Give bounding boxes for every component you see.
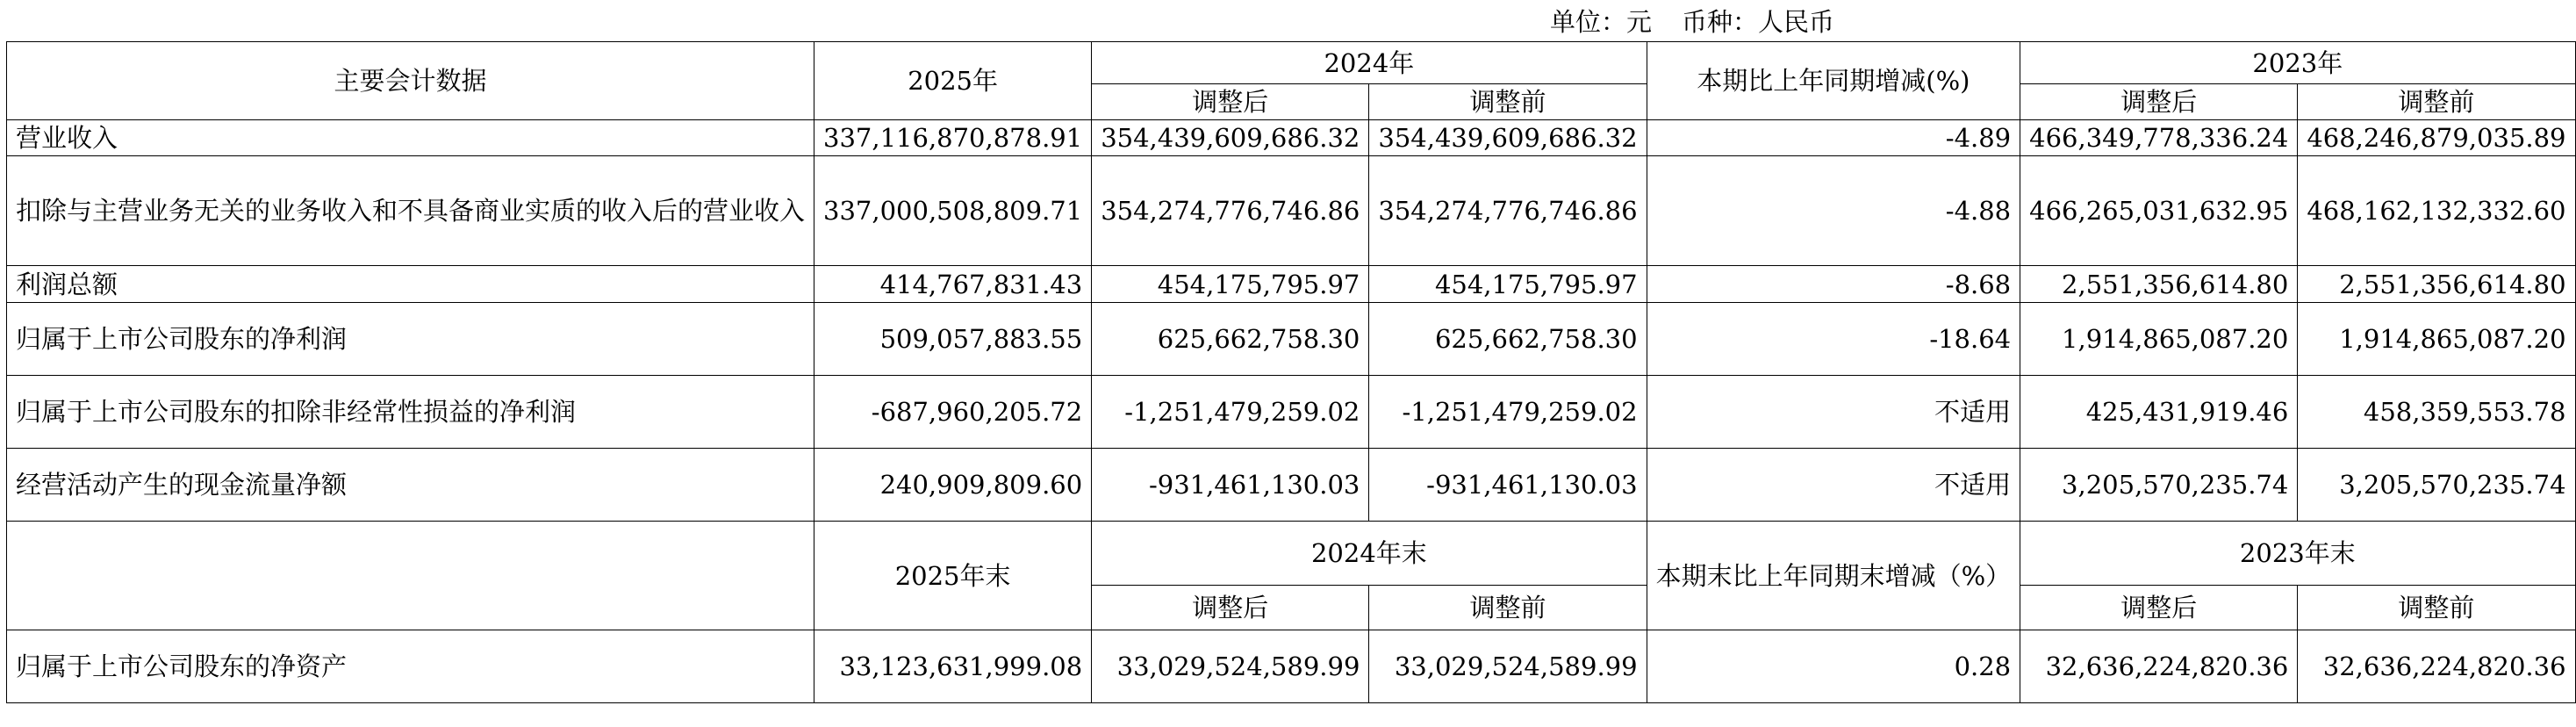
header-row-1 (7, 42, 2576, 84)
header-2023: 2023年 (2020, 42, 2575, 84)
header-2025: 2025年 (814, 42, 1092, 120)
row-label: 利润总额 (7, 266, 814, 303)
cell-2023-before: 468,162,132,332.60 (2298, 156, 2575, 266)
row-label: 扣除与主营业务无关的业务收入和不具备商业实质的收入后的营业收入 (7, 156, 814, 266)
cell-2024-before: 454,175,795.97 (1369, 266, 1647, 303)
cell-2025: 240,909,809.60 (814, 449, 1092, 522)
cell-2023-before: 32,636,224,820.36 (2298, 630, 2575, 703)
cell-2024-before: -1,251,479,259.02 (1369, 376, 1647, 449)
row-label: 归属于上市公司股东的净利润 (7, 303, 814, 376)
cell-2024-before: 625,662,758.30 (1369, 303, 1647, 376)
currency-label: 币种：人民币 (1681, 7, 1834, 37)
table-row (7, 303, 2576, 376)
table-row (7, 266, 2576, 303)
header2-row-1 (7, 522, 2576, 586)
cell-2024-before: 354,439,609,686.32 (1369, 120, 1647, 156)
cell-2023-adjusted: 1,914,865,087.20 (2020, 303, 2298, 376)
cell-2024-before: 33,029,524,589.99 (1369, 630, 1647, 703)
header2-2023-adjusted: 调整后 (2020, 586, 2298, 630)
cell-2025: 337,000,508,809.71 (814, 156, 1092, 266)
cell-2023-before: 2,551,356,614.80 (2298, 266, 2575, 303)
cell-change: 不适用 (1647, 376, 2020, 449)
table-row (7, 376, 2576, 449)
cell-change: 0.28 (1647, 630, 2020, 703)
row-label: 经营活动产生的现金流量净额 (7, 449, 814, 522)
header-2024: 2024年 (1092, 42, 1647, 84)
unit-currency-line (1550, 5, 1834, 39)
table-row (7, 156, 2576, 266)
cell-2024-adjusted: -931,461,130.03 (1092, 449, 1369, 522)
header2-2025-end: 2025年末 (814, 522, 1092, 630)
cell-2024-adjusted: 454,175,795.97 (1092, 266, 1369, 303)
row-label: 营业收入 (7, 120, 814, 156)
cell-2023-adjusted: 32,636,224,820.36 (2020, 630, 2298, 703)
header-metric: 主要会计数据 (7, 42, 814, 120)
cell-2025: 509,057,883.55 (814, 303, 1092, 376)
table-row (7, 449, 2576, 522)
cell-change: -4.88 (1647, 156, 2020, 266)
header2-2024-before: 调整前 (1369, 586, 1647, 630)
header-change: 本期比上年同期增减(%) (1647, 42, 2020, 120)
cell-2023-adjusted: 466,349,778,336.24 (2020, 120, 2298, 156)
table-row (7, 120, 2576, 156)
table-row (7, 630, 2576, 703)
row-label: 归属于上市公司股东的扣除非经常性损益的净利润 (7, 376, 814, 449)
cell-2025-end: 33,123,631,999.08 (814, 630, 1092, 703)
header-2024-adjusted: 调整后 (1092, 84, 1369, 120)
cell-2025: 337,116,870,878.91 (814, 120, 1092, 156)
cell-2023-adjusted: 2,551,356,614.80 (2020, 266, 2298, 303)
cell-2023-adjusted: 3,205,570,235.74 (2020, 449, 2298, 522)
header2-change-end: 本期末比上年同期末增减（%） (1647, 522, 2020, 630)
unit-label: 单位：元 (1549, 7, 1652, 37)
cell-change: -4.89 (1647, 120, 2020, 156)
header2-metric (7, 522, 814, 630)
header-2023-adjusted: 调整后 (2020, 84, 2298, 120)
header2-2024-adjusted: 调整后 (1092, 586, 1369, 630)
cell-2023-adjusted: 466,265,031,632.95 (2020, 156, 2298, 266)
cell-change: -18.64 (1647, 303, 2020, 376)
cell-2024-before: 354,274,776,746.86 (1369, 156, 1647, 266)
cell-2023-before: 1,914,865,087.20 (2298, 303, 2575, 376)
cell-2025: 414,767,831.43 (814, 266, 1092, 303)
header2-2024-end: 2024年末 (1092, 522, 1647, 586)
cell-2024-before: -931,461,130.03 (1369, 449, 1647, 522)
cell-2024-adjusted: -1,251,479,259.02 (1092, 376, 1369, 449)
header-2024-before: 调整前 (1369, 84, 1647, 120)
cell-2023-before: 458,359,553.78 (2298, 376, 2575, 449)
cell-2023-before: 3,205,570,235.74 (2298, 449, 2575, 522)
cell-2024-adjusted: 354,274,776,746.86 (1092, 156, 1369, 266)
header2-2023-before: 调整前 (2298, 586, 2575, 630)
cell-2025: -687,960,205.72 (814, 376, 1092, 449)
cell-change: 不适用 (1647, 449, 2020, 522)
cell-2024-adjusted: 354,439,609,686.32 (1092, 120, 1369, 156)
cell-change: -8.68 (1647, 266, 2020, 303)
key-accounting-data-table (6, 41, 2576, 703)
row-label: 归属于上市公司股东的净资产 (7, 630, 814, 703)
header-2023-before: 调整前 (2298, 84, 2575, 120)
cell-2023-before: 468,246,879,035.89 (2298, 120, 2575, 156)
cell-2024-adjusted: 33,029,524,589.99 (1092, 630, 1369, 703)
header2-2023-end: 2023年末 (2020, 522, 2575, 586)
cell-2024-adjusted: 625,662,758.30 (1092, 303, 1369, 376)
cell-2023-adjusted: 425,431,919.46 (2020, 376, 2298, 449)
